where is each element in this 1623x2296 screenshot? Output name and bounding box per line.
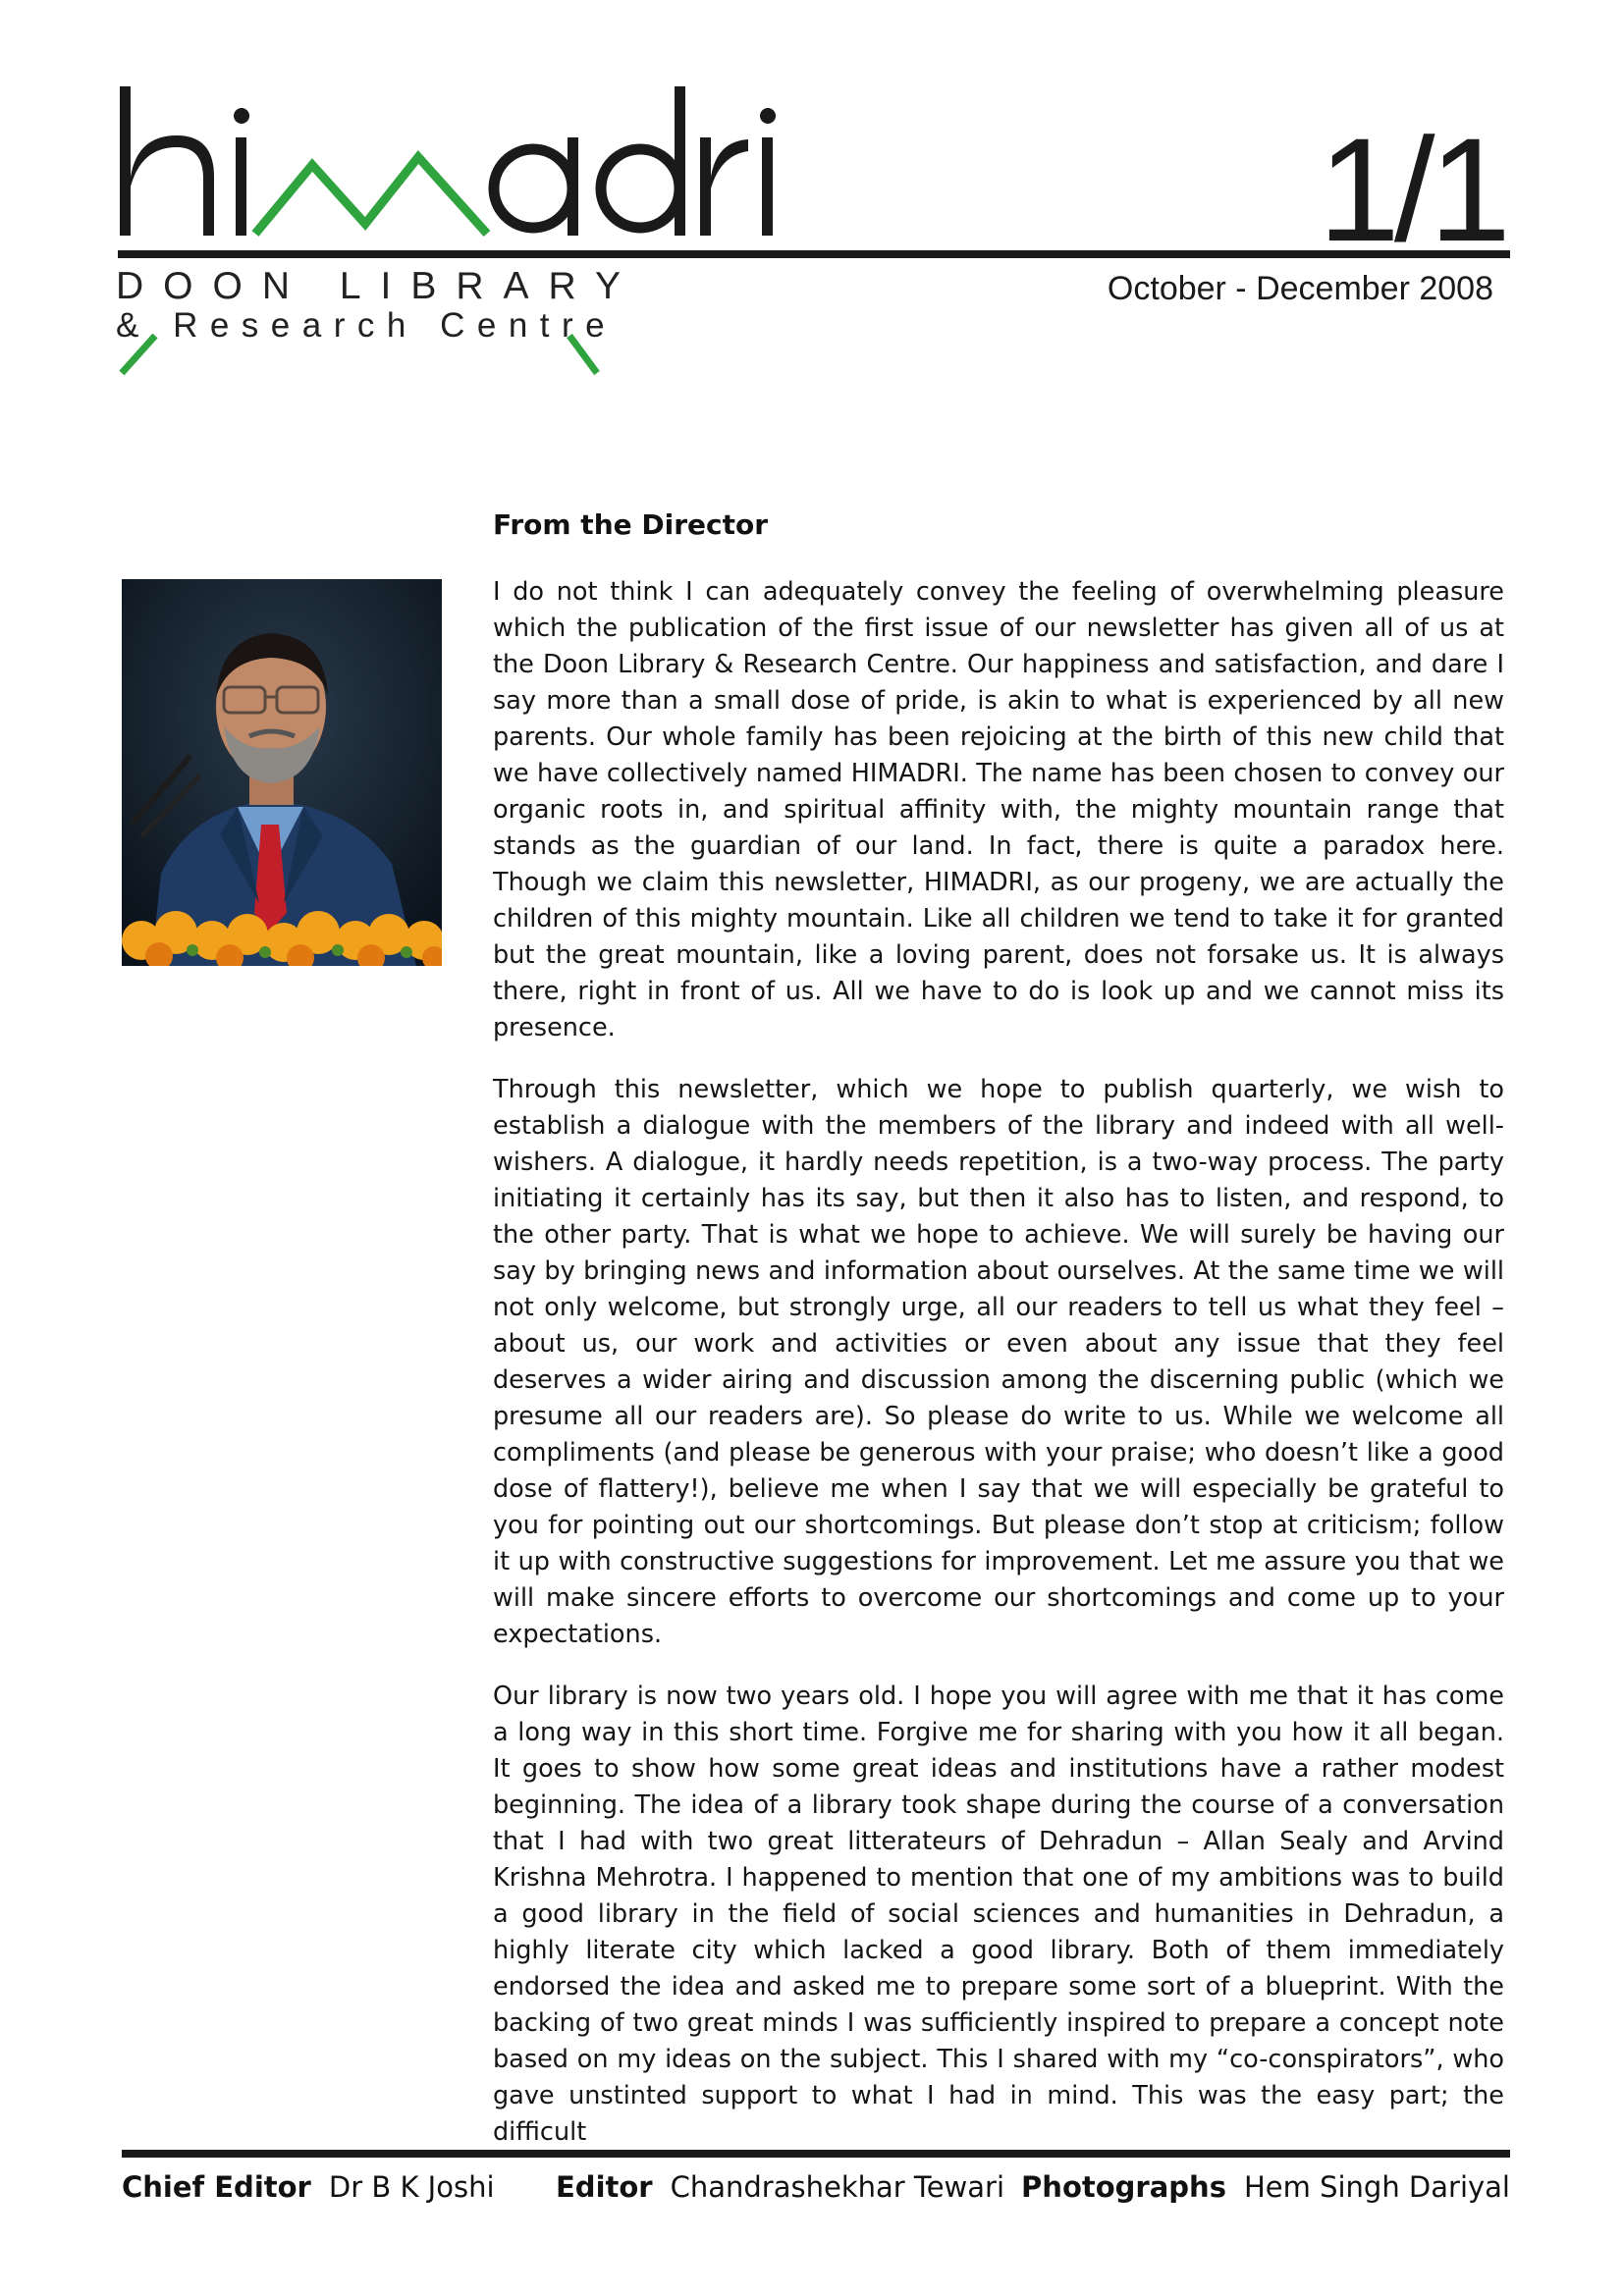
issue-number: 1/1 <box>1318 107 1505 272</box>
article-paragraph-3: Our library is now two years old. I hope you will agree with me that it has come a long way in this short time. Forgive me for sharing with you how it all began. It goes to show how some great ideas and institutions have a rather modest beginning. The idea of a library took shape during the course of a conversation that I had with two great litterateurs of Dehradun – Allan Sealy and Arvind Krishna Mehrotra. I happened to mention that one of my ambitions was to build a good library in the field of social sciences and humanities in Dehradun, a highly literate city which lacked a good library. Both of them immediately endorsed the idea and asked me to prepare some sort of a blueprint. With the backing of two great minds I was sufficiently inspired to prepare a concept note based on my ideas on the subject. This I shared with my “co-conspirators”, who gave unstinted support to what I had in mind. This was the easy part; the difficult <box>493 1682 1504 2147</box>
editor-label: Editor <box>556 2170 653 2204</box>
mountain-accent-icon <box>116 330 607 379</box>
org-name-line1: DOON LIBRARY <box>116 265 641 307</box>
article-paragraph-2: Through this newsletter, which we hope to publish quarterly, we wish to establish a dialogue with the members of the library and indeed with all well-wishers. A dialogue, it hardly needs repetition, is a two-way process. The party initiating it certainly has its say, but then it also has to listen, and respond, to the other party. That is what we hope to achieve. We will surely be having our say by bringing news and information about ourselves. At the same time we will not only welcome, but strongly urge, all our readers to tell us what they feel – about us, our work and activities or even about any issue that they feel deserves a wider airing and discussion among the discerning public (which we presume all our readers are). So please do write to us. While we welcome all compliments (and please be generous with your praise; who doesn’t like a good dose of flattery!), believe me when I say that we will especially be grateful to you for pointing out our shortcomings. But please don’t stop at criticism; follow it up with constructive suggestions for improvement. Let me assure you that we will make sincere efforts to overcome our shortcomings and come up to your expectations. <box>493 1075 1504 1649</box>
chief-editor-label: Chief Editor <box>122 2170 311 2204</box>
org-name-line2: & Research Centre <box>116 306 618 345</box>
director-article <box>493 506 1504 2176</box>
photographs-name: Hem Singh Dariyal <box>1243 2170 1510 2204</box>
credits-footer <box>122 2165 1510 2209</box>
photographs-label: Photographs <box>1021 2170 1226 2204</box>
masthead <box>0 0 1623 412</box>
chief-editor-credit <box>122 2165 495 2209</box>
photographs-credit <box>1021 2165 1510 2209</box>
director-portrait <box>122 579 442 966</box>
chief-editor-name: Dr B K Joshi <box>328 2170 495 2204</box>
footer-rule <box>122 2150 1510 2158</box>
himadri-logo <box>108 79 795 255</box>
article-paragraph-1: I do not think I can adequately convey the feeling of overwhelming pleasure which the publication of the first issue of our newsletter has given all of us at the Doon Library & Research Centre. Our happiness and satisfaction, and dare I say more than a small dose of pride, is akin to what is experienced by all new parents. Our whole family has been rejoicing at the birth of this new child that we have collectively named HIMADRI. The name has been chosen to convey our organic roots in, and spiritual affinity with, the mighty mountain range that stands as the guardian of our land. In fact, there is quite a paradox here. Though we claim this newsletter, HIMADRI, as our progeny, we are actually the children of this mighty mountain. Like all children we tend to take it for granted but the great mountain, like a loving parent, does not forsake us. It is always there, right in front of us. All we have to do is look up and we cannot miss its presence. <box>493 577 1504 1042</box>
masthead-rule <box>118 250 1510 258</box>
issue-date: October - December 2008 <box>1107 270 1493 307</box>
editor-name: Chandrashekhar Tewari <box>670 2170 1005 2204</box>
article-heading: From the Director <box>493 508 769 541</box>
editor-credit <box>556 2165 1004 2209</box>
